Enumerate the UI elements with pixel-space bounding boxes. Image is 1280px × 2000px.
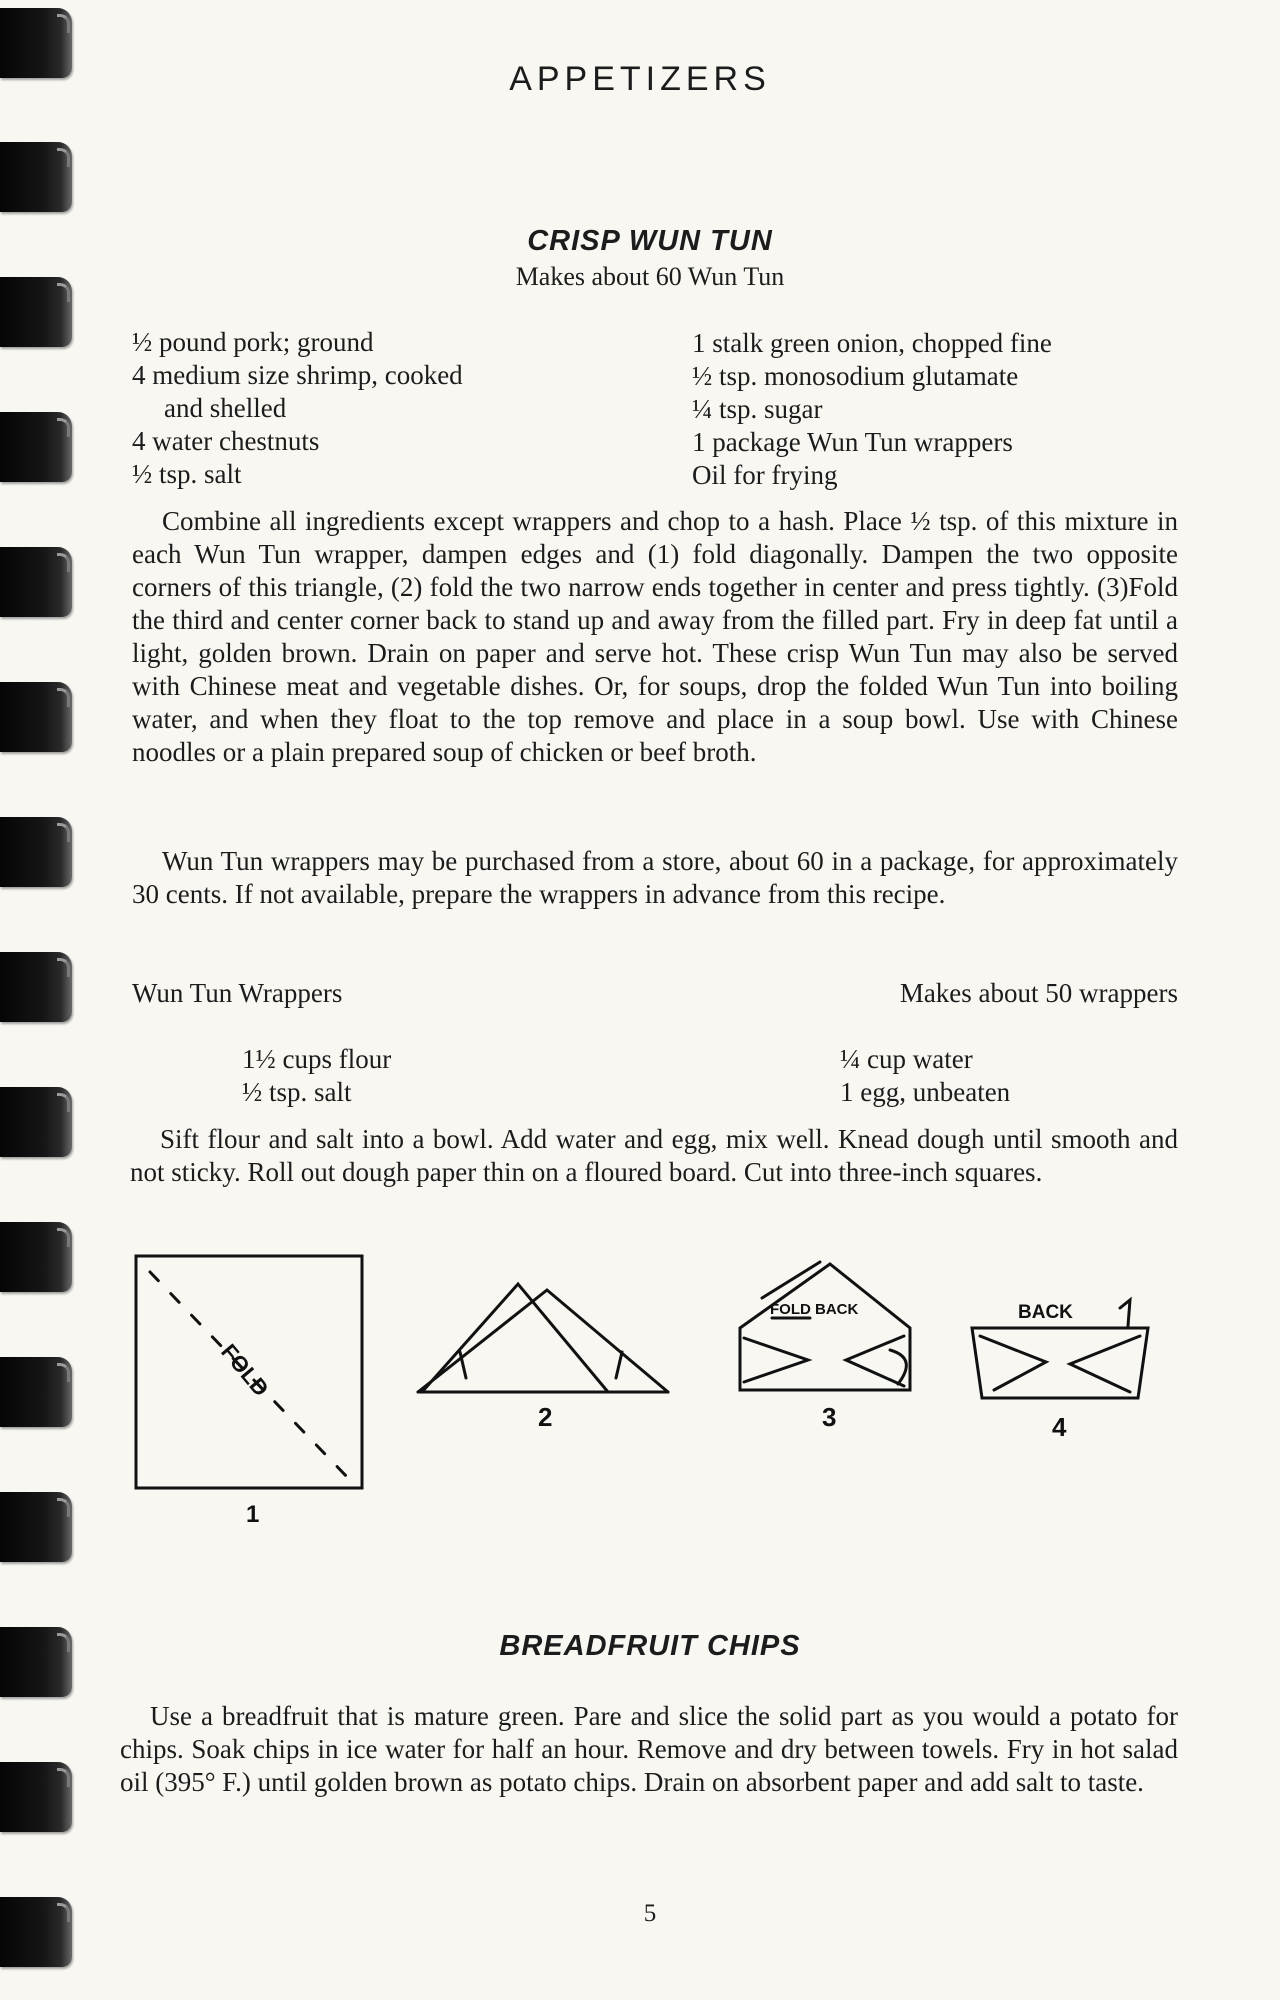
diagram-step-4-right-point bbox=[1070, 1336, 1140, 1392]
diagram-step-3-left-point bbox=[744, 1338, 808, 1382]
diagram-step-3-shape bbox=[740, 1264, 910, 1390]
diagram-back-arrow bbox=[1120, 1300, 1130, 1326]
ingredient: 1 egg, unbeaten bbox=[840, 1077, 1011, 1107]
ingredient: ½ tsp. salt bbox=[242, 1077, 352, 1107]
spiral-binding bbox=[0, 0, 78, 2000]
binding-ring bbox=[0, 817, 72, 887]
wrapper-ingredients-right bbox=[840, 1043, 1010, 1109]
ingredient: ¼ tsp. sugar bbox=[692, 394, 823, 424]
ingredient: 1½ cups flour bbox=[242, 1044, 392, 1074]
binding-ring bbox=[0, 682, 72, 752]
binding-ring bbox=[0, 1222, 72, 1292]
binding-ring bbox=[0, 412, 72, 482]
binding-ring bbox=[0, 952, 72, 1022]
ingredient: 1 package Wun Tun wrappers bbox=[692, 427, 1013, 457]
binding-ring bbox=[0, 142, 72, 212]
diagram-step-label: 3 bbox=[822, 1402, 837, 1432]
diagram-step-2-front-triangle bbox=[418, 1290, 668, 1392]
ingredients-left bbox=[132, 326, 463, 491]
ingredient: ½ tsp. monosodium glutamate bbox=[692, 361, 1019, 391]
diagram-step-label: 2 bbox=[538, 1402, 553, 1432]
diagram-step-3-right-point bbox=[846, 1336, 904, 1386]
ingredient: ½ pound pork; ground bbox=[132, 327, 374, 357]
binding-ring bbox=[0, 1492, 72, 1562]
recipe-title-breadfruit-chips: BREADFRUIT CHIPS bbox=[499, 1630, 801, 1662]
diagram-fold-label: FOLD bbox=[216, 1339, 274, 1402]
section-title: APPETIZERS bbox=[509, 60, 771, 98]
folding-diagram bbox=[120, 1240, 1180, 1540]
wrappers-yield: Makes about 50 wrappers bbox=[899, 978, 1178, 1008]
diagram-crease-mark bbox=[616, 1352, 622, 1378]
diagram-step-label: 1 bbox=[246, 1501, 260, 1528]
diagram-back-label: BACK bbox=[1018, 1302, 1073, 1323]
wrappers-directions: Sift flour and salt into a bowl. Add water and egg, mix well. Knead dough until smooth and not sticky. Roll out dough paper thin on a floured board. Cut into three-inch squares. bbox=[130, 1124, 1178, 1187]
recipe-directions: Combine all ingredients except wrappers and chop to a hash. Place ½ tsp. of this mixture in each Wun Tun wrapper, dampen edges and (1) fold diagonally. Dampen the two opposite corners of this triangle, (2) fold the two narrow ends together in center and press tightly. (3)Fold the third and center corner back to stand up and away from the filled part. Fry in deep fat until a light, golden brown. Drain on paper and serve hot. These crisp Wun Tun may also be served with Chinese meat and vegetable dishes. Or, for soups, drop the folded Wun Tun into boiling water, and when they float to the top remove and place in a soup bowl. Use with Chinese noodles or a plain prepared soup of chicken or beef broth. bbox=[132, 506, 1178, 767]
recipe-yield: Makes about 60 Wun Tun bbox=[515, 262, 785, 291]
ingredient: ½ tsp. salt bbox=[132, 459, 242, 489]
diagram-step-4-left-point bbox=[980, 1336, 1046, 1390]
ingredients-right bbox=[692, 327, 1052, 492]
ingredient: 4 medium size shrimp, cooked bbox=[132, 360, 463, 390]
wrappers-note: Wun Tun wrappers may be purchased from a store, about 60 in a package, for approximately 30 cents. If not available, prepare the wrappers in advance from this recipe. bbox=[132, 846, 1178, 909]
wrappers-title: Wun Tun Wrappers bbox=[132, 978, 343, 1008]
diagram-step-label: 4 bbox=[1052, 1412, 1067, 1442]
ingredient: 1 stalk green onion, chopped fine bbox=[692, 328, 1052, 358]
binding-ring bbox=[0, 1762, 72, 1832]
ingredient: ¼ cup water bbox=[840, 1044, 973, 1074]
recipe-title-crisp-wun-tun: CRISP WUN TUN bbox=[527, 225, 773, 257]
page-number: 5 bbox=[643, 1900, 657, 1927]
diagram-step-2-back-triangle bbox=[422, 1284, 608, 1392]
diagram-curl-arrow bbox=[890, 1350, 906, 1384]
ingredient: and shelled bbox=[164, 393, 287, 423]
ingredient: Oil for frying bbox=[692, 460, 838, 490]
binding-ring bbox=[0, 1087, 72, 1157]
binding-ring bbox=[0, 547, 72, 617]
binding-ring bbox=[0, 1357, 72, 1427]
ingredient: 4 water chestnuts bbox=[132, 426, 320, 456]
breadfruit-directions: Use a breadfruit that is mature green. Pare and slice the solid part as you would a potato for chips. Soak chips in ice water for half an hour. Remove and dry between towels. Fry in hot salad oil (395° F.) until golden brown as potato chips. Drain on absorbent paper and add salt to taste. bbox=[120, 1701, 1178, 1797]
diagram-fold-back-label: FOLD BACK bbox=[770, 1301, 859, 1318]
wrapper-ingredients-left bbox=[242, 1043, 391, 1109]
